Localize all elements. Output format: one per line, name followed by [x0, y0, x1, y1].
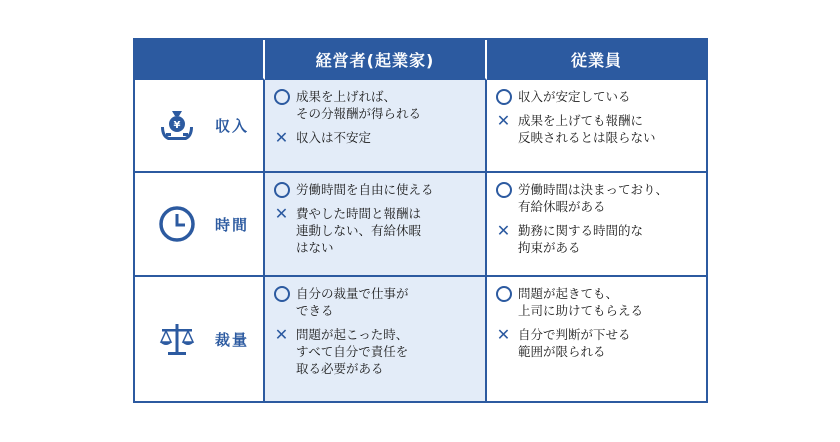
clock-icon	[157, 204, 197, 244]
list-item: ✕ 勤務に関する時間的な 拘束がある	[496, 221, 644, 255]
header-corner	[135, 40, 265, 80]
svg-text:¥: ¥	[173, 119, 181, 131]
cross-mark-icon: ✕	[496, 325, 511, 344]
row-head-income	[135, 80, 265, 173]
scale-icon	[157, 319, 197, 359]
list-item: 労働時間を自由に使える	[273, 181, 479, 198]
list-item: 自分の裁量で仕事が できる	[273, 285, 479, 319]
row-label-time: 時間	[215, 215, 250, 234]
cell-discretion-employee	[487, 277, 706, 401]
header-owner: 経営者(起業家)	[265, 40, 487, 80]
list-item: 問題が起きても、 上司に助けてもらえる	[495, 285, 700, 319]
cross-mark-icon: ✕	[274, 325, 289, 344]
circle-mark-icon	[495, 181, 512, 198]
list-item: ✕ 収入は不安定	[274, 128, 372, 147]
cross-mark-icon: ✕	[274, 204, 289, 223]
cell-income-owner	[265, 80, 487, 173]
money-bag-icon	[157, 106, 197, 146]
cell-time-owner	[265, 173, 487, 277]
cell-time-employee	[487, 173, 706, 277]
cross-mark-icon: ✕	[496, 221, 511, 240]
circle-mark-icon	[495, 88, 512, 105]
circle-mark-icon	[273, 285, 290, 302]
header-employee: 従業員	[487, 40, 706, 80]
cell-discretion-owner	[265, 277, 487, 401]
list-item: 成果を上げれば、 その分報酬が得られる	[273, 88, 479, 122]
cross-mark-icon: ✕	[274, 128, 289, 147]
list-item: ✕ 成果を上げても報酬に 反映されるとは限らない	[496, 111, 656, 145]
list-item: ✕ 自分で判断が下せる 範囲が限られる	[496, 325, 631, 359]
row-head-time	[135, 173, 265, 277]
row-label-income: 収入	[215, 117, 250, 135]
circle-mark-icon	[273, 181, 290, 198]
row-label-discretion: 裁量	[215, 330, 250, 349]
comparison-table	[133, 38, 708, 403]
list-item: 収入が安定している	[495, 88, 700, 105]
cross-mark-icon: ✕	[496, 111, 511, 130]
list-item: ✕ 費やした時間と報酬は 連動しない、有給休暇 はない	[274, 204, 422, 255]
circle-mark-icon	[495, 285, 512, 302]
circle-mark-icon	[273, 88, 290, 105]
row-head-discretion	[135, 277, 265, 401]
list-item: 労働時間は決まっており、 有給休暇がある	[495, 181, 700, 215]
list-item: ✕ 問題が起こった時、 すべて自分で責任を 取る必要がある	[274, 325, 409, 376]
cell-income-employee	[487, 80, 706, 173]
